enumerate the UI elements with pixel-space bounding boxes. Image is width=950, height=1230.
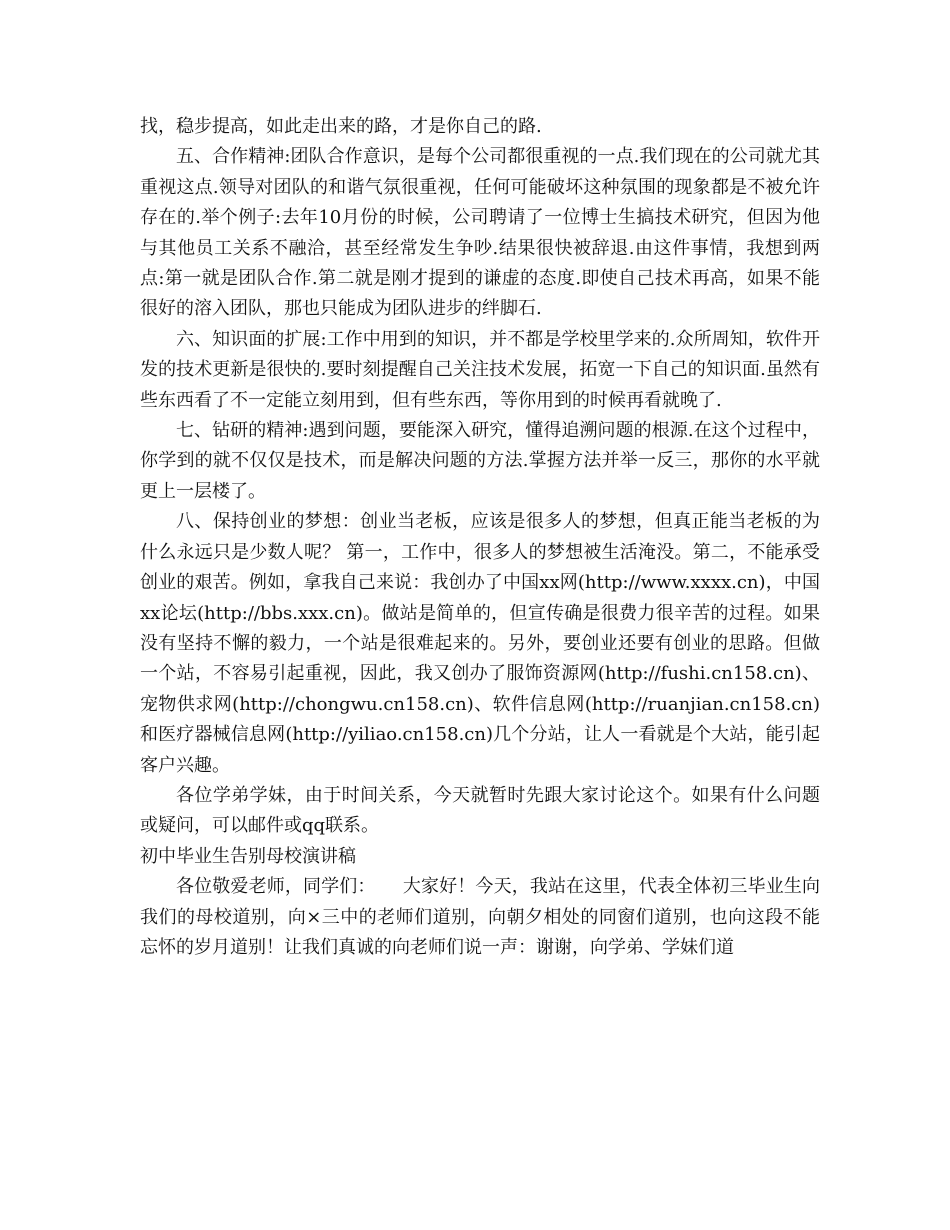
section-title: 初中毕业生告别母校演讲稿 [140,845,356,867]
paragraph-teamwork: 五、合作精神:团队合作意识，是每个公司都很重视的一点.我们现在的公司就尤其重视这点.领导对团队的和谐气氛很重视，任何可能破坏这种氛围的现象都是不被允许存在的.举个例子:去年10月份的时候，公司聘请了一位博士生搞技术研究，但因为他与其他员工关系不融洽，甚至经常发生争吵.结果很快被辞退.由这件事情，我想到两点:第一就是团队合作.第二就是刚才提到的谦虚的态度.即使自己技术再高，如果不能很好的溶入团队，那也只能成为团队进步的绊脚石. [140,146,820,320]
paragraph-entrepreneurship: 八、保持创业的梦想：创业当老板，应该是很多人的梦想，但真正能当老板的为什么永远只是少数人呢？ 第一，工作中，很多人的梦想被生活淹没。第二，不能承受创业的艰苦。例如，拿我自己来说：我创办了中国xx网(http://www.xxxx.cn)，中国xx论坛(http://bbs.xxx.cn)。做站是简单的，但宣传确是很费力很辛苦的过程。如果没有坚持不懈的毅力，一个站是很难起来的。另外，要创业还要有创业的思路。但做一个站，不容易引起重视，因此，我又创办了服饰资源网(http://fushi.cn158.cn)、宠物供求网(http://chongwu.cn158.cn)、软件信息网(http://ruanjian.cn158.cn)和医疗器械信息网(http://yiliao.cn158.cn)几个分站，让人一看就是个大站，能引起客户兴趣。 [140,511,820,776]
paragraph-continuation: 找，稳步提高，如此走出来的路，才是你自己的路. [140,116,542,137]
document-page [140,112,820,963]
paragraph-research: 七、钻研的精神:遇到问题，要能深入研究，懂得追溯问题的根源.在这个过程中，你学到的就不仅仅是技术，而是解决问题的方法.掌握方法并举一反三，那你的水平就更上一层楼了。 [140,420,820,502]
paragraph-closing: 各位学弟学妹，由于时间关系，今天就暂时先跟大家讨论这个。如果有什么问题或疑问，可以邮件或qq联系。 [140,784,820,837]
paragraph-knowledge: 六、知识面的扩展:工作中用到的知识，并不都是学校里学来的.众所周知，软件开发的技术更新是很快的.要时刻提醒自己关注技术发展，拓宽一下自己的知识面.虽然有些东西看了不一定能立刻用到，但有些东西，等你用到的时候再看就晚了. [140,328,820,411]
paragraph-speech-opening: 各位敬爱老师，同学们： 大家好！今天，我站在这里，代表全体初三毕业生向我们的母校道别，向×三中的老师们道别，向朝夕相处的同窗们道别，也向这段不能忘怀的岁月道别！让我们真诚的向老师们说一声：谢谢，向学弟、学妹们道 [140,876,820,958]
